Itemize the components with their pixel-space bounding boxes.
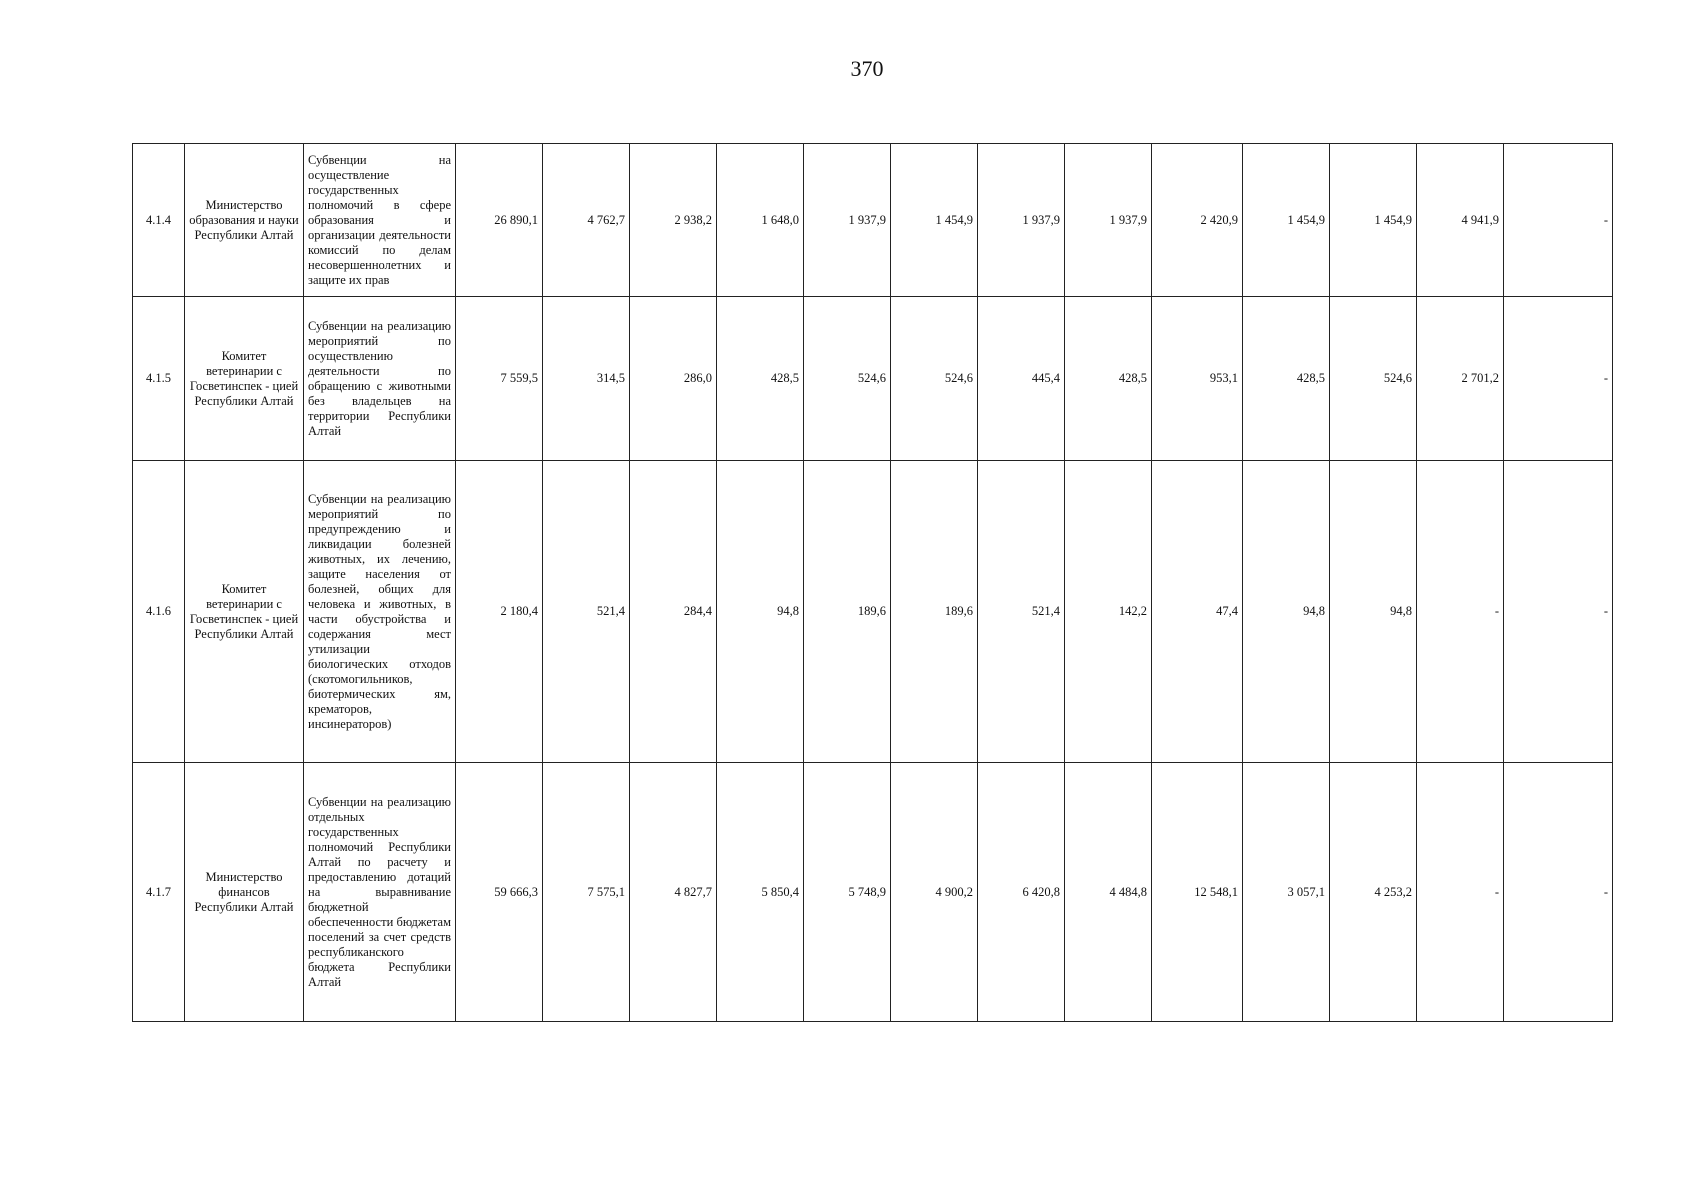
row-value-cell: 6 420,8: [978, 763, 1065, 1022]
row-description-cell: Субвенции на реализацию отдельных государственных полномочий Республики Алтай по расчету и предоставлению дотаций на выравнивание бюджетной обеспеченности бюджетам поселений за счет средств республиканского бюджета Республики Алтай: [304, 763, 456, 1022]
row-value-cell: 4 484,8: [1065, 763, 1152, 1022]
row-organization-cell: Комитет ветеринарии с Госветинспек - цией Республики Алтай: [185, 297, 304, 461]
row-value-cell: 284,4: [630, 461, 717, 763]
row-value-cell: 524,6: [804, 297, 891, 461]
row-value-cell: 2 180,4: [456, 461, 543, 763]
row-organization-cell: Министерство образования и науки Республики Алтай: [185, 144, 304, 297]
row-value-cell: 2 938,2: [630, 144, 717, 297]
row-value-cell: 7 559,5: [456, 297, 543, 461]
row-value-cell: 4 941,9: [1417, 144, 1504, 297]
row-value-cell: 94,8: [717, 461, 804, 763]
table-row: [133, 461, 1613, 763]
row-value-cell: 94,8: [1243, 461, 1330, 763]
row-value-cell: 26 890,1: [456, 144, 543, 297]
row-organization-cell: Комитет ветеринарии с Госветинспек - цией Республики Алтай: [185, 461, 304, 763]
row-value-cell: 5 850,4: [717, 763, 804, 1022]
row-value-cell: 1 454,9: [1243, 144, 1330, 297]
row-value-cell: 428,5: [1243, 297, 1330, 461]
row-value-cell: 428,5: [717, 297, 804, 461]
row-value-cell: -: [1504, 297, 1613, 461]
row-organization-cell: Министерство финансов Республики Алтай: [185, 763, 304, 1022]
row-value-cell: 47,4: [1152, 461, 1243, 763]
row-value-cell: 4 253,2: [1330, 763, 1417, 1022]
row-value-cell: -: [1417, 763, 1504, 1022]
row-value-cell: -: [1504, 461, 1613, 763]
row-value-cell: 1 648,0: [717, 144, 804, 297]
row-value-cell: 94,8: [1330, 461, 1417, 763]
row-value-cell: 1 454,9: [891, 144, 978, 297]
row-value-cell: 314,5: [543, 297, 630, 461]
row-value-cell: 142,2: [1065, 461, 1152, 763]
row-value-cell: -: [1504, 144, 1613, 297]
row-value-cell: 4 762,7: [543, 144, 630, 297]
row-code-cell: 4.1.5: [133, 297, 185, 461]
table-row: [133, 144, 1613, 297]
row-value-cell: 3 057,1: [1243, 763, 1330, 1022]
row-value-cell: 12 548,1: [1152, 763, 1243, 1022]
row-code-cell: 4.1.7: [133, 763, 185, 1022]
row-value-cell: 2 420,9: [1152, 144, 1243, 297]
row-description-cell: Субвенции на реализацию мероприятий по предупреждению и ликвидации болезней животных, их лечению, защите населения от болезней, общих для человека и животных, в части обустройства и содержания мест утилизации биологических отходов (скотомогильников, биотермических ям, крематоров, инсинераторов): [304, 461, 456, 763]
table-row: [133, 763, 1613, 1022]
row-value-cell: 4 900,2: [891, 763, 978, 1022]
row-description-cell: Субвенции на реализацию мероприятий по осуществлению деятельности по обращению с животными без владельцев на территории Республики Алтай: [304, 297, 456, 461]
row-value-cell: -: [1417, 461, 1504, 763]
row-code-cell: 4.1.4: [133, 144, 185, 297]
row-value-cell: 189,6: [891, 461, 978, 763]
row-code-cell: 4.1.6: [133, 461, 185, 763]
row-value-cell: 524,6: [1330, 297, 1417, 461]
row-value-cell: -: [1504, 763, 1613, 1022]
row-value-cell: 521,4: [543, 461, 630, 763]
row-value-cell: 7 575,1: [543, 763, 630, 1022]
row-value-cell: 1 454,9: [1330, 144, 1417, 297]
budget-table: [132, 143, 1613, 1022]
row-value-cell: 5 748,9: [804, 763, 891, 1022]
row-value-cell: 59 666,3: [456, 763, 543, 1022]
row-value-cell: 189,6: [804, 461, 891, 763]
row-value-cell: 1 937,9: [1065, 144, 1152, 297]
row-value-cell: 2 701,2: [1417, 297, 1504, 461]
row-value-cell: 4 827,7: [630, 763, 717, 1022]
row-value-cell: 286,0: [630, 297, 717, 461]
budget-table-body: [133, 144, 1613, 1022]
row-description-cell: Субвенции на осуществление государственных полномочий в сфере образования и организации деятельности комиссий по делам несовершеннолетних и защите их прав: [304, 144, 456, 297]
table-row: [133, 297, 1613, 461]
row-value-cell: 1 937,9: [978, 144, 1065, 297]
row-value-cell: 953,1: [1152, 297, 1243, 461]
row-value-cell: 521,4: [978, 461, 1065, 763]
page-number: 370: [850, 56, 884, 81]
row-value-cell: 1 937,9: [804, 144, 891, 297]
row-value-cell: 445,4: [978, 297, 1065, 461]
row-value-cell: 524,6: [891, 297, 978, 461]
row-value-cell: 428,5: [1065, 297, 1152, 461]
